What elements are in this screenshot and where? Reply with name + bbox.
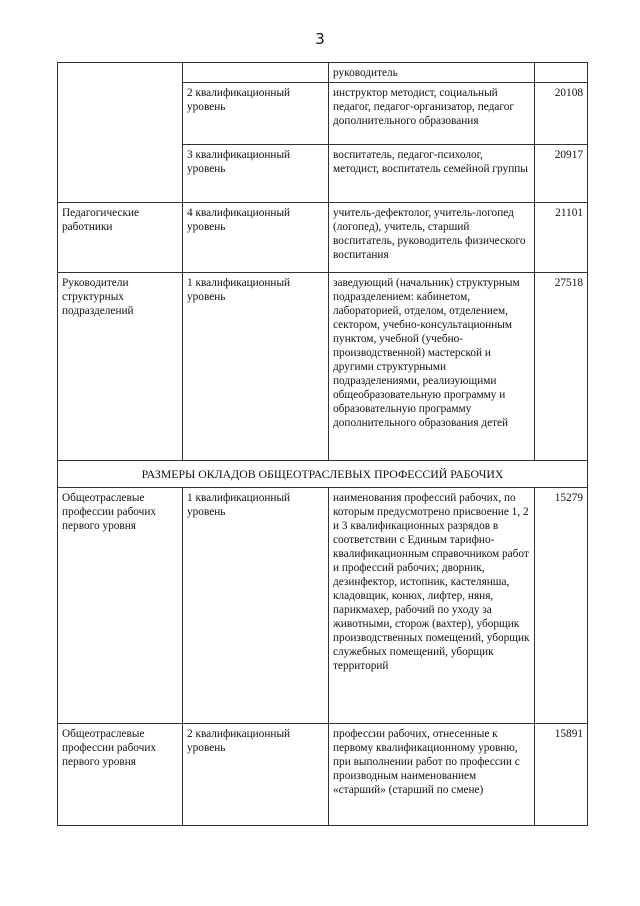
salary-cell: 15891 bbox=[535, 724, 588, 826]
level-cell: 1 квалификационный уровень bbox=[183, 488, 329, 724]
salary-table bbox=[57, 62, 588, 826]
level-cell: 3 квалификационный уровень bbox=[183, 145, 329, 203]
group-cell: Педагогические работники bbox=[58, 203, 183, 273]
group-cell: Общеотраслевые профессии рабочих первого уровня bbox=[58, 724, 183, 826]
group-cell: Руководители структурных подразделений bbox=[58, 273, 183, 461]
table-row bbox=[58, 488, 588, 724]
level-cell: 1 квалификационный уровень bbox=[183, 273, 329, 461]
position-cell: инструктор методист, социальный педагог, педагог-организатор, педагог дополнительного образования bbox=[329, 83, 535, 145]
position-cell: воспитатель, педагог-психолог, методист, воспитатель семейной группы bbox=[329, 145, 535, 203]
salary-cell bbox=[535, 63, 588, 83]
salary-cell: 20917 bbox=[535, 145, 588, 203]
table-row bbox=[58, 203, 588, 273]
position-cell: профессии рабочих, отнесенные к первому квалификационному уровню, при выполнении работ по профессии с производным наименованием «старший» (старший по смене) bbox=[329, 724, 535, 826]
section-title: РАЗМЕРЫ ОКЛАДОВ ОБЩЕОТРАСЛЕВЫХ ПРОФЕССИЙ РАБОЧИХ bbox=[58, 461, 588, 488]
table-row bbox=[58, 724, 588, 826]
table-row bbox=[58, 63, 588, 83]
page-number: 3 bbox=[315, 30, 325, 48]
salary-cell: 20108 bbox=[535, 83, 588, 145]
salary-cell: 27518 bbox=[535, 273, 588, 461]
position-cell: руководитель bbox=[329, 63, 535, 83]
level-cell: 2 квалификационный уровень bbox=[183, 83, 329, 145]
position-cell: учитель-дефектолог, учитель-логопед (логопед), учитель, старший воспитатель, руководитель физического воспитания bbox=[329, 203, 535, 273]
section-row bbox=[58, 461, 588, 488]
table-row bbox=[58, 273, 588, 461]
level-cell: 2 квалификационный уровень bbox=[183, 724, 329, 826]
level-cell: 4 квалификационный уровень bbox=[183, 203, 329, 273]
group-cell bbox=[58, 63, 183, 203]
salary-cell: 21101 bbox=[535, 203, 588, 273]
salary-cell: 15279 bbox=[535, 488, 588, 724]
position-cell: заведующий (начальник) структурным подразделением: кабинетом, лабораторией, отделом, отделением, сектором, учебно-консультационным пунктом, учебной (учебно-производственной) мастерской и другими структурными подразделениями, реализующими общеобразовательную программу и образовательную программу дополнительного образования детей bbox=[329, 273, 535, 461]
group-cell: Общеотраслевые профессии рабочих первого уровня bbox=[58, 488, 183, 724]
level-cell bbox=[183, 63, 329, 83]
position-cell: наименования профессий рабочих, по которым предусмотрено присвоение 1, 2 и 3 квалификационных разрядов в соответствии с Единым тарифно-квалификационным справочником работ и профессий рабочих; дворник, дезинфектор, истопник, кастелянша, кладовщик, конюх, лифтер, няня, парикмахер, рабочий по уходу за животными, сторож (вахтер), уборщик производственных помещений, уборщик служебных помещений, уборщик территорий bbox=[329, 488, 535, 724]
